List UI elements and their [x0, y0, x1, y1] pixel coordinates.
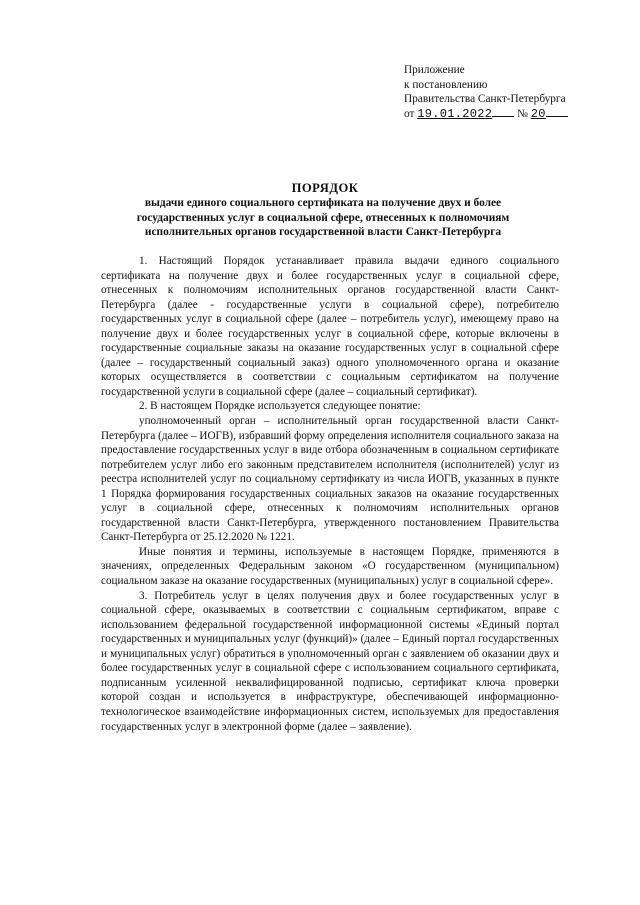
- attachment-date-row: [404, 107, 594, 122]
- paragraph-2: 2. В настоящем Порядке используется следующее понятие:: [139, 400, 421, 413]
- paragraph-5: 3. Потребитель услуг в целях получения двух и более государственных услуг в социальной сфере, оказываемых в соответствии с социальным сертификатом, вправе с использованием федеральной государственной информационной системы «Единый портал государственных и муниципальных услуг (функций)» (далее – Единый портал государственных и муниципальных услуг) обратиться в уполномоченный орган с заявлением об оказании двух и более государственных услуг в социальной сфере с использованием социального сертификата, подписанным усиленной неквалифицированной подписью, сертификат ключа проверки которой создан и используется в инфраструктуре, обеспечивающей информационно-технологическое взаимодействие информационных систем, используемых для предоставления государственных услуг в электронной форме (далее – заявление).: [101, 589, 559, 733]
- paragraph-4: Иные понятия и термины, используемые в настоящем Порядке, применяются в значениях, определенных Федеральным законом «О государственном (муниципальном) социальном заказе на оказание государственных (муниципальных) услуг в социальной сфере».: [101, 545, 559, 588]
- attachment-number-sign: №: [517, 107, 528, 120]
- document-subtitle: выдачи единого социального сертификата на получение двух и более государственных услуг в социальной сфере, отнесенных к полномочиям исполнительных органов государственной власти Санкт-Петербурга: [136, 197, 510, 239]
- paragraph-1: 1. Настоящий Порядок устанавливает правила выдачи единого социального сертификата на получение двух и более государственных услуг в социальной сфере, отнесенных к полномочиям исполнительных органов государственной власти Санкт-Петербурга (далее - государственные услуги в социальной сфере), потребителю государственных услуг в социальной сфере (далее – потребитель услуг), имеющему право на получение двух и более государственных услуг в социальной сфере, которые включены в государственные социальные заказы на оказание государственных услуг в социальной сфере (далее – государственный социальный заказ) одного уполномоченного органа и оказание которых осуществляется в соответствии с социальным сертификатом на получение государственной услуги в социальной сфере (далее – социальный сертификат).: [101, 255, 559, 398]
- paragraph-3: уполномоченный орган – исполнительный орган государственной власти Санкт-Петербурга (далее – ИОГВ), избравший форму определения исполнителя социального заказа на предоставление государственных услуг в виде отбора обозначенным в социальном сертификате потребителем услуг либо его законным представителем исполнителя (исполнителей) услуг из реестра исполнителей услуг по социальному сертификату из числа ИОГВ, указанных в пункте 1 Порядка формирования государственных социальных заказов на оказание государственных услуг в социальной сфере, отнесенных к полномочиям исполнительных органов государственной власти Санкт-Петербурга, утвержденного постановлением Правительства Санкт-Петербурга от 25.12.2020 № 1221.: [101, 415, 559, 544]
- attachment-line-1: Приложение: [404, 64, 465, 76]
- underline-filler: [546, 107, 568, 117]
- document-title: ПОРЯДОК: [291, 181, 359, 195]
- attachment-date: 19.01.2022: [417, 106, 493, 121]
- attachment-line-2: к постановлению: [404, 78, 488, 91]
- attachment-date-prefix: от: [404, 107, 415, 120]
- attachment-number: 20: [530, 106, 546, 121]
- attachment-block: [404, 63, 594, 121]
- underline-filler: [492, 107, 514, 117]
- attachment-line-3: Правительства Санкт-Петербурга: [404, 93, 566, 106]
- document-body: [101, 254, 559, 734]
